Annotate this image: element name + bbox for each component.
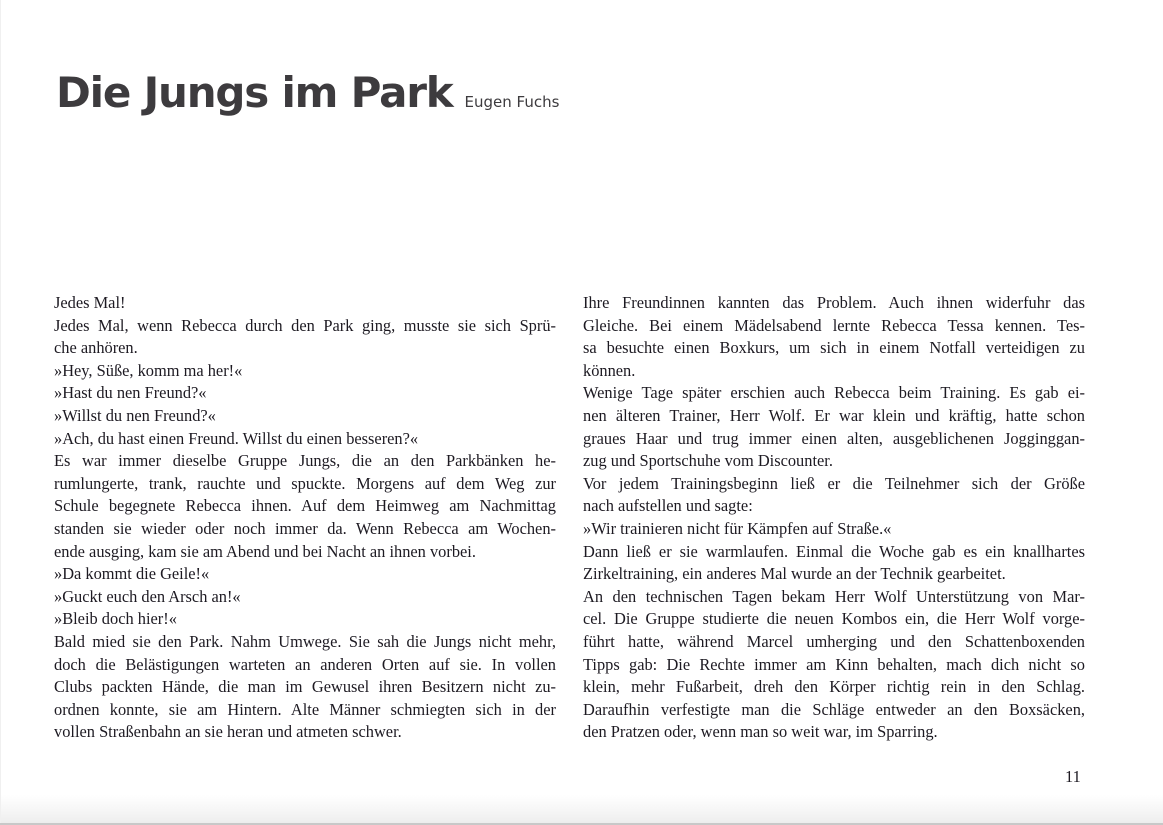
text-line: »Hast du nen Freund?« — [54, 383, 207, 403]
text-line: ende ausging, kam sie am Abend und bei Nacht an ihnen vorbei. — [54, 541, 476, 561]
text-line: Ihre Freundinnen kannten das Problem. Auch ihnen widerfuhr das — [583, 293, 1085, 312]
text-line: cel. Die Gruppe studierte die neuen Kombos ein, die Herr Wolf vorge- — [583, 609, 1085, 629]
text-line: Bald mied sie den Park. Nahm Umwege. Sie sah die Jungs nicht mehr, — [54, 631, 556, 651]
text-line: Wenige Tage später erschien auch Rebecca beim Training. Es gab ei- — [583, 383, 1085, 403]
text-line: Tipps gab: Die Rechte immer am Kinn behalten, mach dich nicht so — [583, 654, 1085, 674]
text-line: können. — [583, 360, 636, 380]
page-number: 11 — [1065, 767, 1081, 786]
text-line: nach aufstellen und sagte: — [583, 496, 753, 516]
text-line: graues Haar und trug immer einen alten, ausgeblichenen Jogginggan- — [583, 428, 1085, 448]
text-line: Dann ließ er sie warmlaufen. Einmal die Woche gab es ein knallhartes — [583, 541, 1085, 561]
story-title: Die Jungs im Park — [56, 68, 453, 117]
text-line: Schule begegnete Rebecca ihnen. Auf dem Heimweg am Nachmittag — [54, 496, 556, 516]
right-text-column — [583, 292, 1085, 744]
author-name: Eugen Fuchs — [464, 93, 560, 111]
text-line: »Hey, Süße, komm ma her!« — [54, 360, 243, 380]
text-line: Gleiche. Bei einem Mädelsabend lernte Rebecca Tessa kennen. Tes- — [583, 315, 1085, 335]
text-line: »Ach, du hast einen Freund. Willst du einen besseren?« — [54, 428, 419, 448]
left-text-column — [54, 292, 556, 744]
text-line: »Willst du nen Freund?« — [54, 405, 216, 425]
text-line: che anhören. — [54, 338, 138, 358]
text-line: standen sie wieder oder noch immer da. Wenn Rebecca am Wochen- — [54, 518, 556, 538]
text-line: doch die Belästigungen warteten an anderen Orten auf sie. In vollen — [54, 654, 556, 674]
text-line: »Bleib doch hier!« — [54, 609, 177, 629]
text-line: vollen Straßenbahn an sie heran und atmeten schwer. — [54, 722, 402, 742]
text-line: den Pratzen oder, wenn man so weit war, im Sparring. — [583, 722, 938, 742]
text-line: führt hatte, während Marcel umherging und den Schattenboxenden — [583, 631, 1085, 651]
text-line: Daraufhin verfestigte man die Schläge entweder an den Boxsäcken, — [583, 699, 1085, 719]
text-line: »Wir trainieren nicht für Kämpfen auf Straße.« — [583, 518, 892, 538]
text-line: Clubs packten Hände, die man im Gewusel ihren Besitzern nicht zu- — [54, 677, 556, 697]
text-line: rumlungerte, trank, rauchte und spuckte. Morgens auf dem Weg zur — [54, 473, 556, 493]
text-line: klein, mehr Fußarbeit, dreh den Körper richtig rein in den Schlag. — [583, 677, 1085, 697]
text-line: ordnen konnte, sie am Hintern. Alte Männer schmiegten sich in der — [54, 699, 556, 719]
text-line: nen älteren Trainer, Herr Wolf. Er war klein und kräftig, hatte schon — [583, 405, 1085, 425]
text-line: »Guckt euch den Arsch an!« — [54, 586, 241, 606]
text-line: Jedes Mal, wenn Rebecca durch den Park ging, musste sie sich Sprü- — [54, 315, 556, 335]
text-line: An den technischen Tagen bekam Herr Wolf Unterstützung von Mar- — [583, 586, 1085, 606]
text-line: Zirkeltraining, ein anderes Mal wurde an der Technik gearbeitet. — [583, 564, 1006, 584]
text-line: Es war immer dieselbe Gruppe Jungs, die an den Parkbänken he- — [54, 451, 556, 471]
text-line: Jedes Mal! — [54, 293, 126, 312]
text-line: zug und Sportschuhe vom Discounter. — [583, 451, 833, 471]
title-block — [56, 68, 559, 117]
text-line: »Da kommt die Geile!« — [54, 564, 210, 584]
text-line: sa besuchte einen Boxkurs, um sich in einem Notfall verteidigen zu — [583, 338, 1085, 358]
text-line: Vor jedem Trainingsbeginn ließ er die Teilnehmer sich der Größe — [583, 473, 1085, 493]
